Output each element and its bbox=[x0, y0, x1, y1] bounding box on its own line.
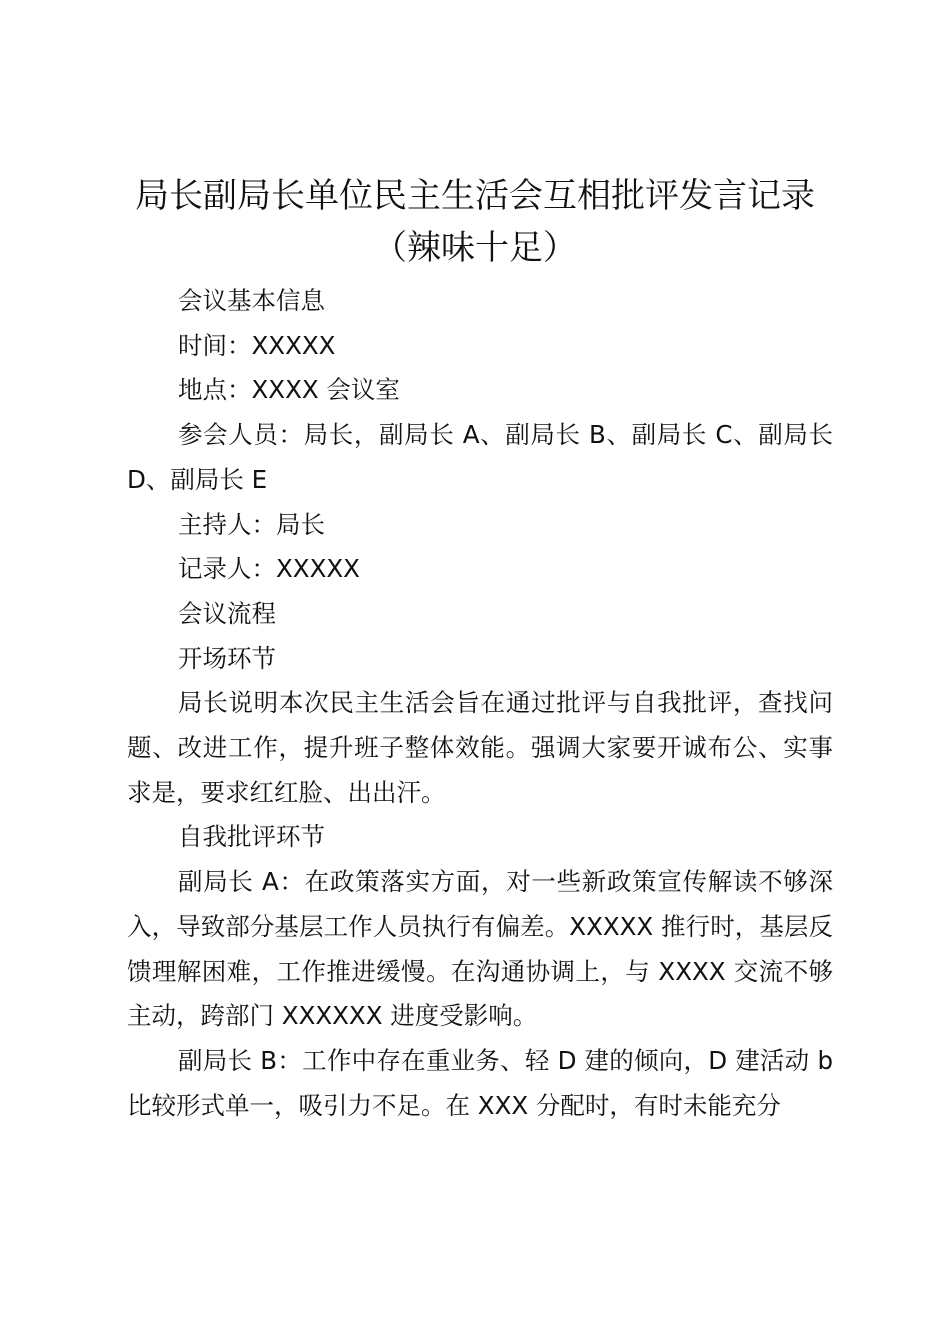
statement-deputy-b: 副局长 B：工作中存在重业务、轻 D 建的倾向，D 建活动 b 比较形式单一，吸引力不足。在 XXX 分配时，有时未能充分 bbox=[127, 1045, 833, 1120]
section-heading-meeting-info: 会议基本信息 bbox=[178, 286, 325, 315]
meeting-location: 地点：XXXX 会议室 bbox=[178, 375, 400, 405]
meeting-host: 主持人：局长 bbox=[178, 509, 325, 539]
document-subtitle: （辣味十足） bbox=[373, 228, 577, 268]
section-heading-process: 会议流程 bbox=[178, 598, 276, 628]
statement-deputy-a: 副局长 A：在政策落实方面，对一些新政策宣传解读不够深入，导致部分基层工作人员执行有偏差。XXXXX 推行时，基层反馈理解困难，工作推进缓慢。在沟通协调上，与 XXXX 交流不够主动，跨部门 XXXXXX 进度受影响。 bbox=[127, 867, 833, 1031]
opening-paragraph: 局长说明本次民主生活会旨在通过批评与自我批评，查找问题、改进工作，提升班子整体效能。强调大家要开诚布公、实事求是，要求红红脸、出出汗。 bbox=[127, 688, 833, 807]
section-heading-opening: 开场环节 bbox=[178, 643, 276, 673]
meeting-time: 时间：XXXXX bbox=[178, 330, 336, 360]
meeting-recorder: 记录人：XXXXX bbox=[178, 554, 360, 584]
section-heading-self-criticism: 自我批评环节 bbox=[178, 822, 325, 852]
meeting-attendees: 参会人员：局长，副局长 A、副局长 B、副局长 C、副局长 D、副局长 E bbox=[127, 420, 833, 494]
document-title: 局长副局长单位民主生活会互相批评发言记录 bbox=[135, 176, 815, 216]
document-body bbox=[127, 279, 833, 1128]
